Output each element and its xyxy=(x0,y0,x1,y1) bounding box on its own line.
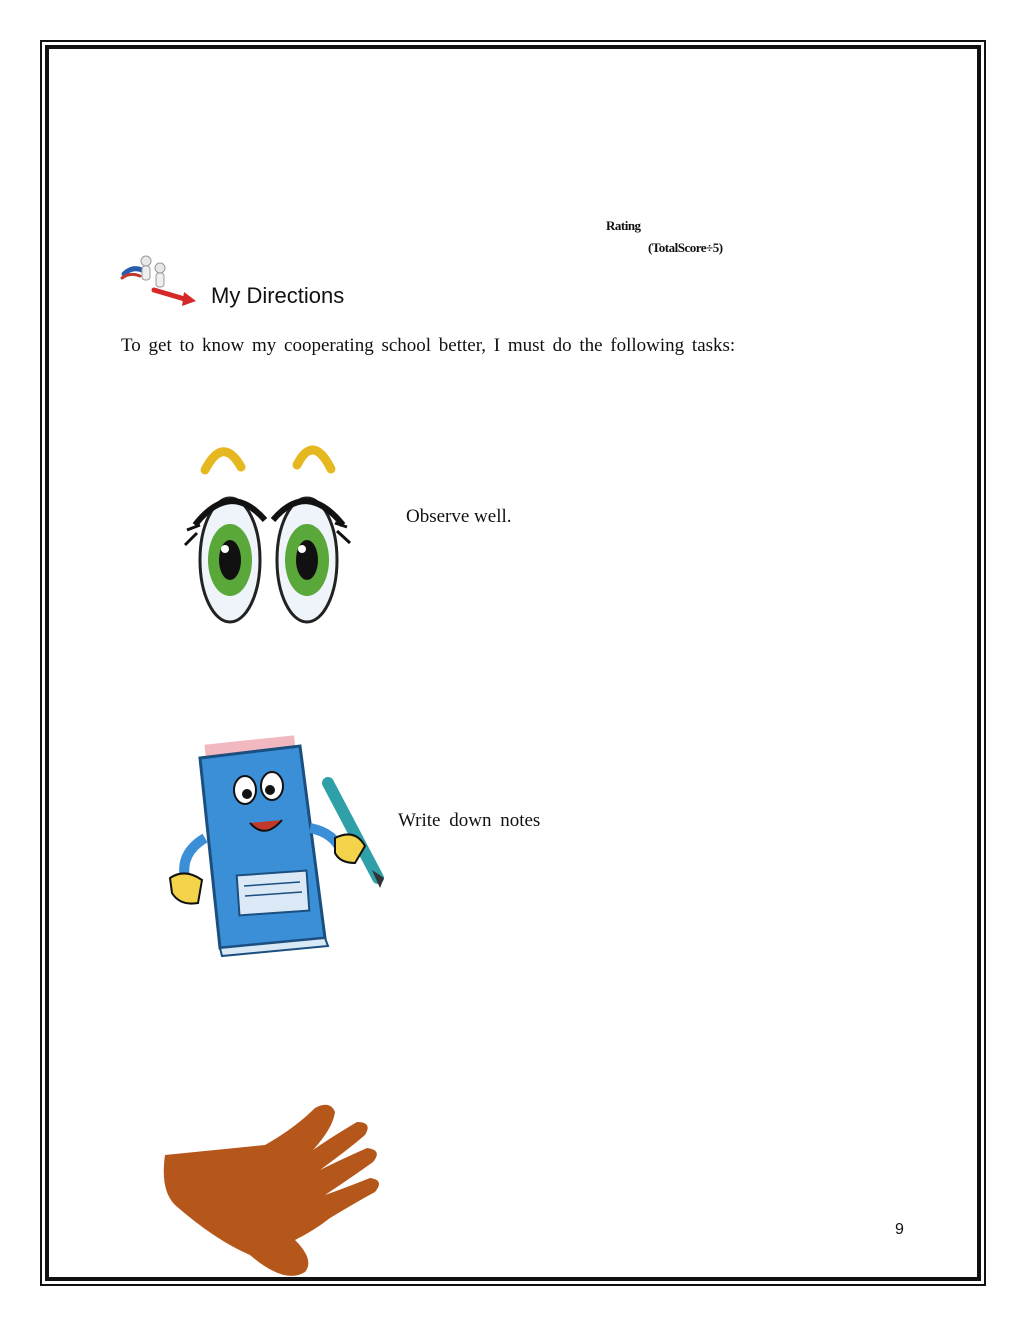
eyes-icon xyxy=(175,425,360,635)
page-border-inner xyxy=(45,45,981,1281)
page-number: 9 xyxy=(895,1221,904,1238)
directions-title: My Directions xyxy=(211,283,345,308)
figures-arrow-icon xyxy=(118,252,200,312)
notebook-pencil-icon xyxy=(160,728,385,958)
total-score-label: (TotalScore÷5) xyxy=(648,240,723,255)
task-observe-label: Observe well. xyxy=(406,506,512,527)
hand-icon xyxy=(155,1100,385,1280)
intro-text: To get to know my cooperating school better, I must do the following tasks: xyxy=(121,335,736,356)
task-write-label: Write down notes xyxy=(398,810,541,831)
rating-label: Rating xyxy=(606,218,641,233)
